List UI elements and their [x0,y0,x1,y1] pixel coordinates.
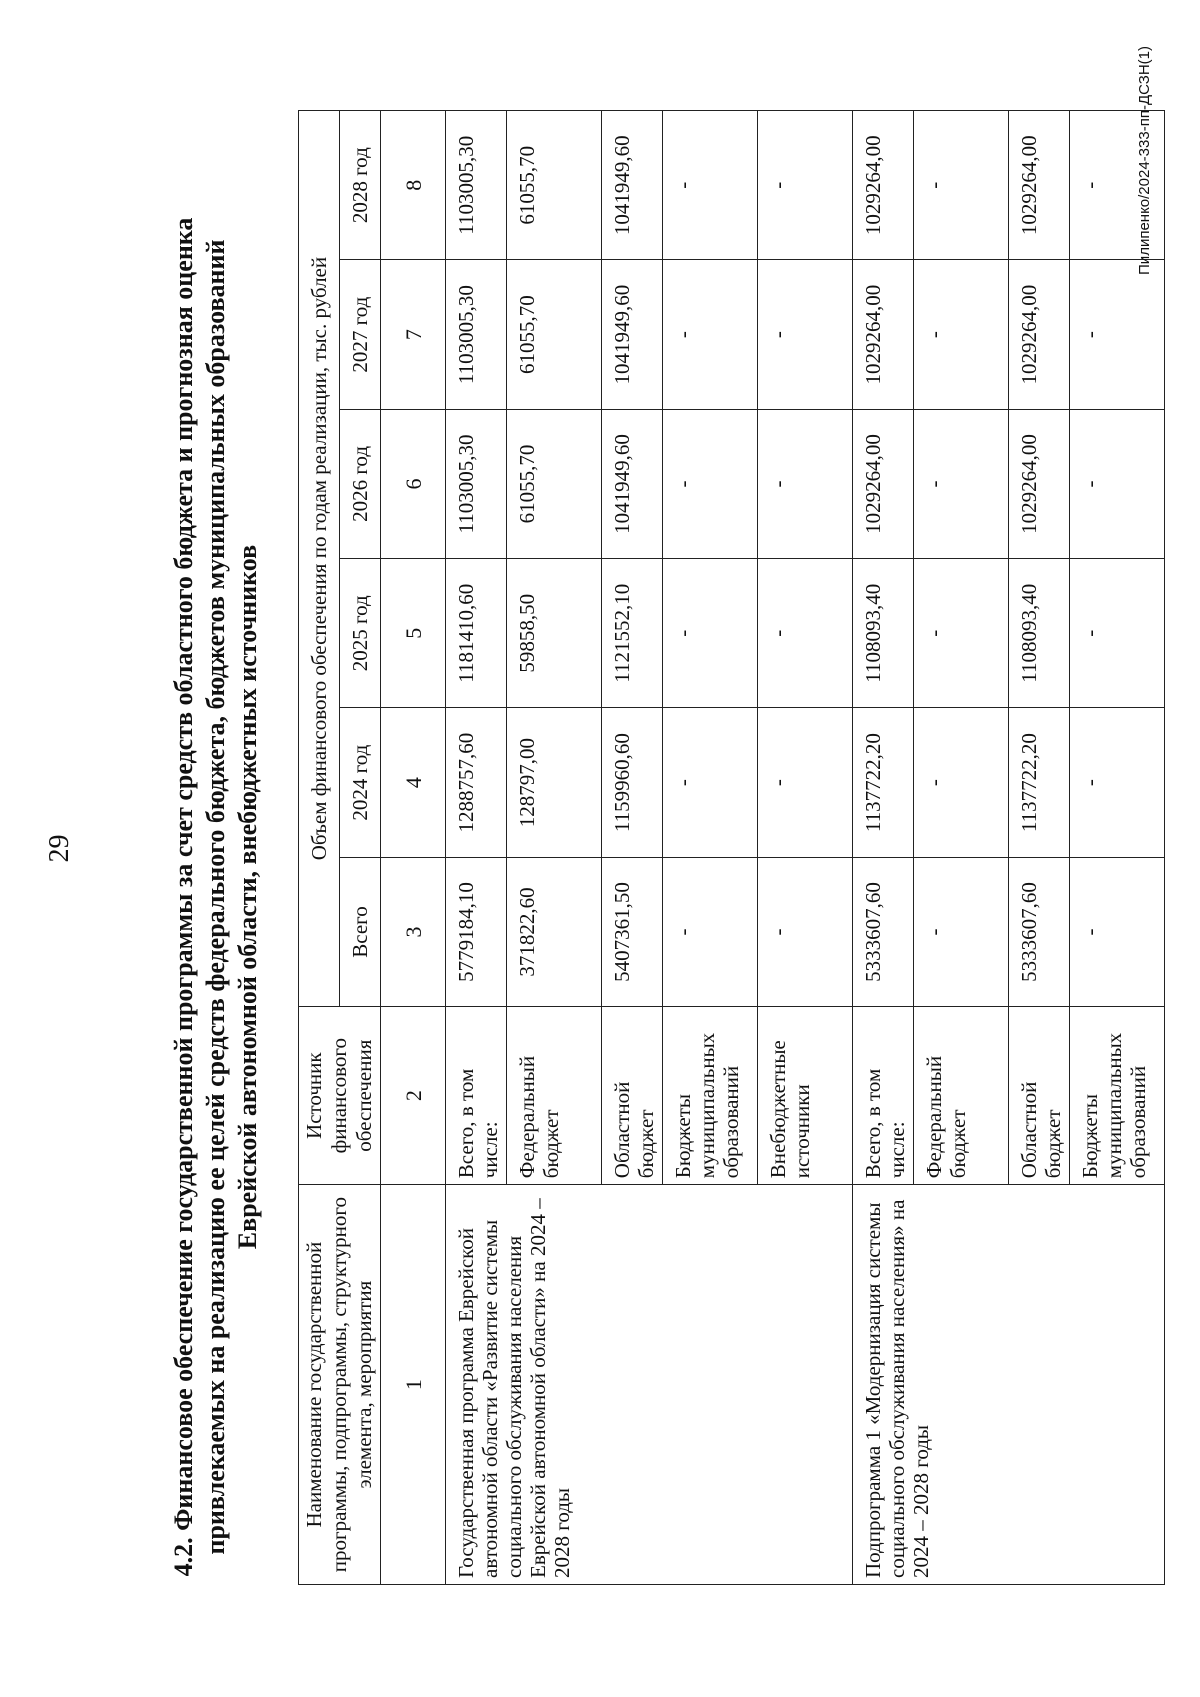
value-cell: 1181410,60 [446,559,507,708]
value-cell: 1108093,40 [1009,559,1070,708]
funding-source: Областной бюджет [1009,1007,1070,1185]
value-cell: - [1070,857,1165,1006]
value-cell: - [1070,260,1165,409]
value-cell: 5333607,60 [853,857,914,1006]
value-cell: - [758,260,853,409]
header-funding-source: Источник финансового обеспечения [299,1007,381,1185]
value-cell: 1041949,60 [602,111,663,260]
value-cell: 5407361,50 [602,857,663,1006]
value-cell: 61055,70 [507,409,602,558]
value-cell: - [914,708,1009,857]
value-cell: - [758,111,853,260]
value-cell: 1041949,60 [602,260,663,409]
header-year-2028: 2028 год [340,111,381,260]
value-cell: 1121552,10 [602,559,663,708]
value-cell: 1029264,00 [853,409,914,558]
value-cell: 5779184,10 [446,857,507,1006]
header-program-name: Наименование государственной программы, подпрограммы, структурного элемента, мероприятия [299,1185,381,1585]
column-number: 6 [381,409,446,558]
funding-source: Бюджеты муниципальных образований [663,1007,758,1185]
value-cell: - [758,708,853,857]
value-cell: 1029264,00 [1009,111,1070,260]
value-cell: - [663,708,758,857]
value-cell: - [663,409,758,558]
heading-line: 4.2. Финансовое обеспечение государственной программы за счет средств областного бюджета и прогнозная оценка [169,217,198,1577]
value-cell: 1137722,20 [1009,708,1070,857]
value-cell: - [914,559,1009,708]
value-cell: - [1070,708,1165,857]
value-cell: 1159960,60 [602,708,663,857]
value-cell: 1029264,00 [853,260,914,409]
funding-source: Всего, в том числе: [853,1007,914,1185]
value-cell: 1103005,30 [446,260,507,409]
column-number: 5 [381,559,446,708]
value-cell: - [758,857,853,1006]
value-cell: 1108093,40 [853,559,914,708]
value-cell: - [758,409,853,558]
value-cell: - [1070,559,1165,708]
header-total: Всего [340,857,381,1006]
program-name: Государственная программа Еврейской автономной области «Развитие системы социального обслуживания населения Еврейской автономной области» на 2024 – 2028 годы [446,1185,853,1585]
value-cell: - [663,111,758,260]
column-number: 8 [381,111,446,260]
funding-source: Областной бюджет [602,1007,663,1185]
document-reference-code: Пилипенко/2024-333-пп-ДСЗН(1) [1136,46,1153,275]
table-row [446,111,507,1585]
header-volume-group: Объем финансового обеспечения по годам реализации, тыс. рублей [299,111,340,1007]
value-cell: 1029264,00 [853,111,914,260]
value-cell: 128797,00 [507,708,602,857]
financing-table [298,110,1165,1585]
value-cell: 61055,70 [507,111,602,260]
column-number: 2 [381,1007,446,1185]
value-cell: 1029264,00 [1009,409,1070,558]
column-number: 3 [381,857,446,1006]
header-year-2025: 2025 год [340,559,381,708]
value-cell: - [914,857,1009,1006]
value-cell: - [663,260,758,409]
funding-source: Федеральный бюджет [914,1007,1009,1185]
value-cell: 61055,70 [507,260,602,409]
value-cell: 1103005,30 [446,409,507,558]
heading-line: Еврейской автономной области, внебюджетных источников [233,544,262,1250]
header-year-2027: 2027 год [340,260,381,409]
heading-line: привлекаемых на реализацию ее целей средств федерального бюджета, бюджетов муниципальных образований [201,239,230,1555]
value-cell: 1041949,60 [602,409,663,558]
funding-source: Всего, в том числе: [446,1007,507,1185]
funding-source: Бюджеты муниципальных образований [1070,1007,1165,1185]
value-cell: 371822,60 [507,857,602,1006]
value-cell: 59858,50 [507,559,602,708]
header-year-2024: 2024 год [340,708,381,857]
value-cell: - [1070,409,1165,558]
value-cell: - [758,559,853,708]
funding-source: Федеральный бюджет [507,1007,602,1185]
value-cell: 1288757,60 [446,708,507,857]
header-year-2026: 2026 год [340,409,381,558]
value-cell: 1029264,00 [1009,260,1070,409]
funding-source: Внебюджетные источники [758,1007,853,1185]
value-cell: - [914,260,1009,409]
value-cell: - [914,111,1009,260]
column-number: 1 [381,1185,446,1585]
value-cell: 5333607,60 [1009,857,1070,1006]
section-heading [168,197,264,1597]
page-number: 29 [44,834,75,863]
value-cell: - [1070,111,1165,260]
value-cell: - [663,857,758,1006]
column-number: 7 [381,260,446,409]
column-number: 4 [381,708,446,857]
value-cell: 1137722,20 [853,708,914,857]
value-cell: 1103005,30 [446,111,507,260]
value-cell: - [663,559,758,708]
value-cell: - [914,409,1009,558]
table-row [853,111,914,1585]
program-name: Подпрограмма 1 «Модернизация системы социального обслуживания населения» на 2024 – 2028 годы [853,1185,1165,1585]
